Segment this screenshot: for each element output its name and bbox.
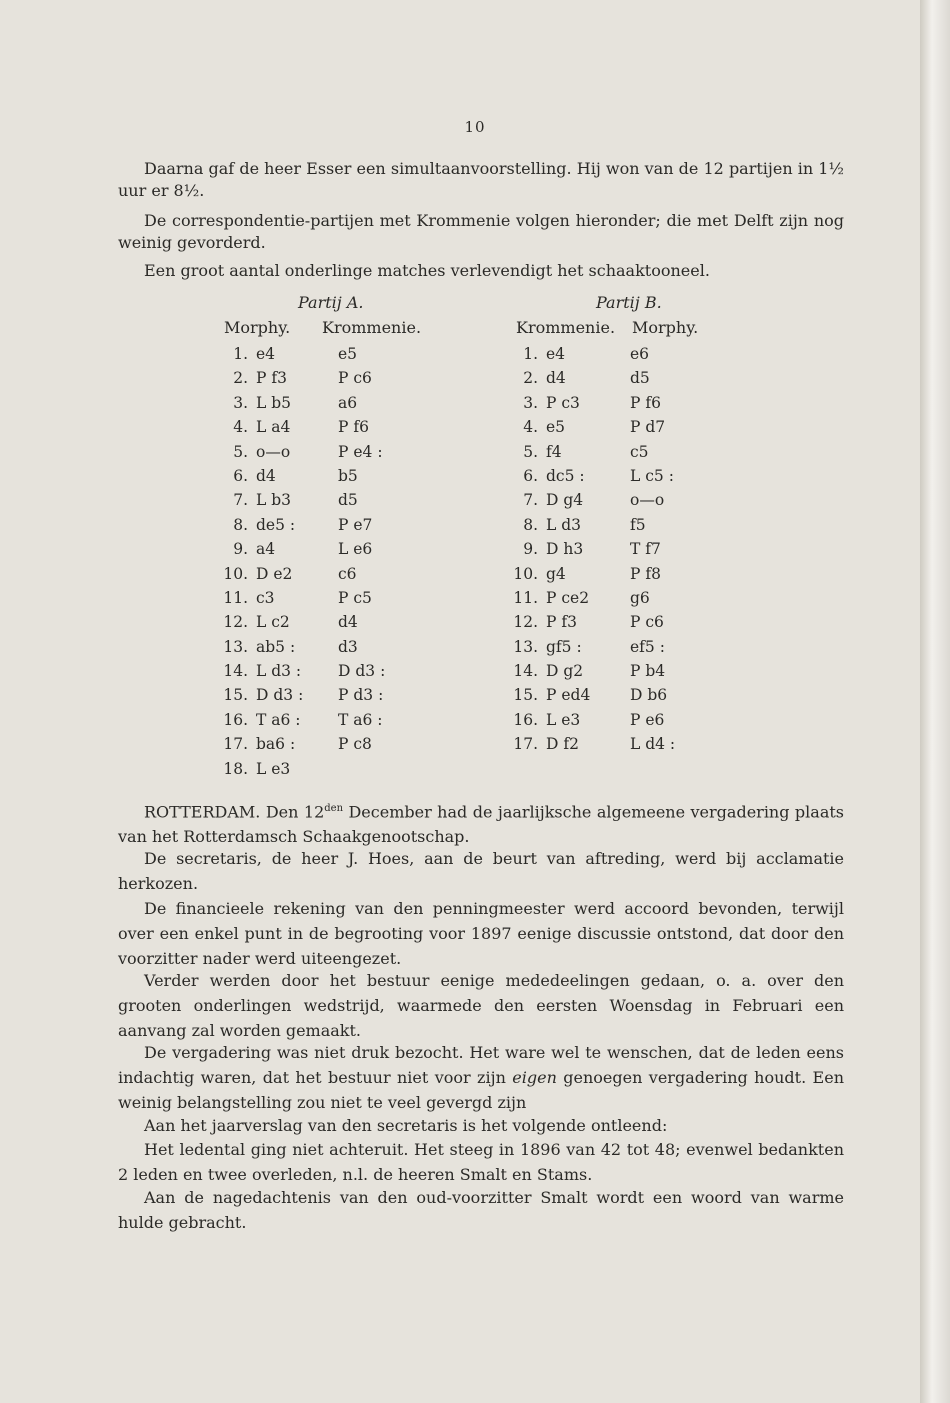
- rotterdam-paragraph-1: ROTTERDAM. Den $12^{den}$ December had de jaarlijksche algemeene vergadering plaats van het Rotterdamsch Schaakgenootschap.: [118, 802, 844, 847]
- game-b-white-header: Krommenie.: [516, 318, 616, 337]
- game-b-move-number: 5.: [523, 442, 538, 461]
- intro-paragraph-2: De correspondentie-partijen met Krommenie volgen hieronder; die met Delft zijn nog weinig gevorderd.: [118, 211, 844, 252]
- game-b-black-move: T f7: [630, 540, 661, 559]
- game-a-black-move: c6: [338, 564, 357, 583]
- game-b-move-row: [500, 565, 730, 589]
- game-b-move-number: 16.: [513, 710, 538, 729]
- game-a-move-row: [210, 345, 440, 369]
- rotterdam-paragraph-8: Aan de nagedachtenis van den oud-voorzitter Smalt wordt een woord van warme hulde gebracht.: [118, 1188, 844, 1232]
- game-b-move-number: 6.: [523, 466, 538, 485]
- game-b-black-move: L c5 :: [630, 466, 674, 485]
- game-a-white-move: e4: [256, 345, 276, 363]
- game-a-black-move: D d3 :: [338, 662, 386, 681]
- game-b-white-move: e5: [546, 418, 566, 437]
- game-a-black-move: P e7: [338, 515, 373, 534]
- game-b-white-move: D g4: [546, 491, 584, 510]
- rotterdam-paragraph-2: De secretaris, de heer J. Hoes, aan de beurt van aftreding, werd bij acclamatie herkozen.: [118, 849, 844, 893]
- game-a-black-move: P e4 :: [338, 442, 383, 461]
- game-b-white-move: P f3: [546, 613, 577, 632]
- game-a-black-move: b5: [338, 466, 358, 485]
- game-b-move-number: 11.: [513, 588, 538, 607]
- game-b-move-row: [500, 394, 730, 418]
- game-b-black-header: Morphy.: [632, 318, 699, 337]
- game-a-black-move: T a6 :: [338, 710, 383, 729]
- game-a-white-move: L b3: [256, 491, 292, 510]
- rotterdam-paragraph-4: Verder werden door het bestuur eenige mededeelingen gedaan, o. a. over den grooten onderlingen wedstrijd, waarmede den eersten Woensdag in Februari een aanvang zal worden gemaakt.: [118, 971, 844, 1040]
- game-b-move-number: 2.: [523, 369, 538, 388]
- game-a-move-row: [210, 613, 440, 637]
- game-b-black-move: g6: [630, 588, 650, 607]
- game-b-move-number: 8.: [523, 515, 538, 534]
- game-a-move-number: 1.: [233, 345, 248, 363]
- game-a-black-move: P c8: [338, 735, 372, 754]
- game-b-move-number: 4.: [523, 418, 538, 437]
- game-b-black-move: L d4 :: [630, 735, 676, 754]
- game-b-title: Partij B.: [596, 293, 662, 312]
- game-b-white-move: P ce2: [546, 588, 590, 607]
- game-b-white-move: e4: [546, 345, 566, 363]
- game-b-black-move: P d7: [630, 418, 666, 437]
- game-b-white-move: f4: [546, 442, 562, 461]
- game-b-white-move: dc5 :: [546, 466, 585, 485]
- game-b-move-row: [500, 540, 730, 564]
- game-a-move-row: [210, 467, 440, 491]
- game-b-black-move: P f8: [630, 564, 661, 583]
- game-b-white-move: P c3: [546, 393, 580, 412]
- game-a-black-move: d3: [338, 637, 358, 656]
- intro-paragraph-1: Daarna gaf de heer Esser een simultaanvoorstelling. Hij won van de 12 partijen in 1½ uur er 8½.: [118, 159, 844, 200]
- game-a-white-move: a4: [256, 540, 276, 559]
- game-b-move-row: [500, 638, 730, 662]
- game-a-move-row: [210, 540, 440, 564]
- game-b-move-row: [500, 516, 730, 540]
- game-b-move-number: 10.: [513, 564, 538, 583]
- game-a-white-move: L b5: [256, 393, 292, 412]
- game-a-move-number: 13.: [223, 637, 248, 656]
- page-edge: [920, 0, 950, 1403]
- game-b-black-move: e6: [630, 345, 650, 363]
- game-b-black-move: o—o: [630, 491, 665, 510]
- game-a-white-move: d4: [256, 466, 276, 485]
- game-a-move-number: 5.: [233, 442, 248, 461]
- game-b-white-move: D g2: [546, 662, 584, 681]
- game-a-black-move: e5: [338, 345, 358, 363]
- game-b-white-move: gf5 :: [546, 637, 582, 656]
- game-a-move-row: [210, 589, 440, 613]
- game-a-moves: [210, 345, 440, 784]
- game-a-white-move: L c2: [256, 613, 290, 632]
- game-a-move-number: 8.: [233, 515, 248, 534]
- rotterdam-paragraph-7: Het ledental ging niet achteruit. Het steeg in 1896 van 42 tot 48; evenwel bedankten 2 leden en twee overleden, n.l. de heeren Smalt en Stams.: [118, 1140, 844, 1184]
- game-a-move-number: 18.: [223, 759, 248, 778]
- game-b-white-move: D f2: [546, 735, 579, 754]
- game-a-white-move: L a4: [256, 418, 291, 437]
- game-a-move-row: [210, 760, 440, 784]
- game-b-move-row: [500, 589, 730, 613]
- game-a-move-number: 17.: [223, 735, 248, 754]
- game-b-black-move: f5: [630, 515, 646, 534]
- game-b-black-move: P f6: [630, 393, 661, 412]
- game-b-white-move: L d3: [546, 515, 582, 534]
- game-b-move-row: [500, 686, 730, 710]
- game-a-move-number: 15.: [223, 686, 248, 705]
- game-a-move-number: 7.: [233, 491, 248, 510]
- game-a-move-number: 9.: [233, 540, 248, 559]
- game-b-move-row: [500, 662, 730, 686]
- rotterdam-heading: ROTTERDAM.: [144, 802, 261, 822]
- game-b-black-move: ef5 :: [630, 637, 665, 656]
- game-b-white-move: g4: [546, 564, 566, 583]
- game-a-white-move: L e3: [256, 759, 291, 778]
- game-b-white-move: P ed4: [546, 686, 591, 705]
- game-b-white-move: L e3: [546, 710, 581, 729]
- game-a-move-row: [210, 638, 440, 662]
- page-number: 10: [464, 118, 486, 136]
- intro-paragraph-3: Een groot aantal onderlinge matches verlevendigt het schaaktooneel.: [144, 261, 710, 280]
- game-a-move-row: [210, 516, 440, 540]
- game-a-move-row: [210, 418, 440, 442]
- game-a-white-move: L d3 :: [256, 662, 302, 681]
- game-a-move-number: 6.: [233, 466, 248, 485]
- game-b-white-move: D h3: [546, 540, 584, 559]
- game-a-move-row: [210, 565, 440, 589]
- game-b-black-move: d5: [630, 369, 650, 388]
- rotterdam-paragraph-3: De financieele rekening van den penningmeester werd accoord bevonden, terwijl over een enkel punt in de begrooting voor 1897 eenige discussie ontstond, dat door den voorzitter nader werd uiteengezet.: [118, 899, 844, 968]
- game-a-white-move: ab5 :: [256, 637, 296, 656]
- game-b-move-number: 14.: [513, 662, 538, 681]
- game-b-black-move: P e6: [630, 710, 665, 729]
- game-b-move-row: [500, 418, 730, 442]
- game-a-black-move: P c6: [338, 369, 372, 388]
- game-a-black-move: a6: [338, 393, 358, 412]
- game-b-move-number: 9.: [523, 540, 538, 559]
- game-a-move-number: 14.: [223, 662, 248, 681]
- game-b-move-row: [500, 369, 730, 393]
- game-b-move-number: 3.: [523, 393, 538, 412]
- game-a-white-move: ba6 :: [256, 735, 296, 754]
- game-a-black-move: P f6: [338, 418, 369, 437]
- game-a-move-row: [210, 443, 440, 467]
- game-a-move-number: 2.: [233, 369, 248, 388]
- game-a-white-move: de5 :: [256, 515, 296, 534]
- game-b-move-row: [500, 735, 730, 759]
- game-a-black-move: d4: [338, 613, 358, 632]
- game-a-move-row: [210, 686, 440, 710]
- game-a-move-row: [210, 369, 440, 393]
- game-a-move-number: 10.: [223, 564, 248, 583]
- game-b-move-number: 1.: [523, 345, 538, 363]
- game-b-move-number: 13.: [513, 637, 538, 656]
- game-b-move-row: [500, 711, 730, 735]
- game-b-move-row: [500, 467, 730, 491]
- game-a-black-move: L e6: [338, 540, 373, 559]
- game-a-move-number: 4.: [233, 418, 248, 437]
- game-b-black-move: P b4: [630, 662, 666, 681]
- game-a-move-row: [210, 394, 440, 418]
- game-a-white-move: T a6 :: [256, 710, 301, 729]
- game-b-move-row: [500, 491, 730, 515]
- game-a-move-row: [210, 711, 440, 735]
- game-b-move-number: 7.: [523, 491, 538, 510]
- game-a-white-move: o—o: [256, 442, 291, 461]
- game-a-black-header: Krommenie.: [322, 318, 422, 337]
- game-a-move-row: [210, 662, 440, 686]
- rotterdam-paragraph-6: Aan het jaarverslag van den secretaris is het volgende ontleend:: [144, 1116, 668, 1135]
- game-a-white-move: c3: [256, 588, 275, 607]
- game-b-black-move: P c6: [630, 613, 664, 632]
- game-a-move-number: 12.: [223, 613, 248, 632]
- game-b-move-row: [500, 613, 730, 637]
- game-b-move-row: [500, 443, 730, 467]
- game-b-move-row: [500, 345, 730, 369]
- game-a-move-row: [210, 735, 440, 759]
- game-b-black-move: c5: [630, 442, 649, 461]
- game-b-moves: [500, 345, 730, 760]
- game-a-move-row: [210, 491, 440, 515]
- game-b-move-number: 12.: [513, 613, 538, 632]
- game-a-title: Partij A.: [298, 293, 364, 312]
- game-a-white-move: P f3: [256, 369, 287, 388]
- game-b-white-move: d4: [546, 369, 566, 388]
- game-a-move-number: 11.: [223, 588, 248, 607]
- rotterdam-paragraph-5: De vergadering was niet druk bezocht. Het ware wel te wenschen, dat de leden eens indachtig waren, dat het bestuur niet voor zijn eigen genoegen vergadering houdt. Een weinig belangstelling zou niet te veel gevergd zijn: [118, 1043, 844, 1112]
- game-b-black-move: D b6: [630, 686, 668, 705]
- game-b-move-number: 17.: [513, 735, 538, 754]
- game-a-black-move: d5: [338, 491, 358, 510]
- game-a-move-number: 3.: [233, 393, 248, 412]
- game-a-black-move: P c5: [338, 588, 372, 607]
- game-a-white-move: D d3 :: [256, 686, 304, 705]
- game-a-white-header: Morphy.: [224, 318, 291, 337]
- game-a-white-move: D e2: [256, 564, 293, 583]
- game-b-move-number: 15.: [513, 686, 538, 705]
- game-a-black-move: P d3 :: [338, 686, 384, 705]
- game-a-move-number: 16.: [223, 710, 248, 729]
